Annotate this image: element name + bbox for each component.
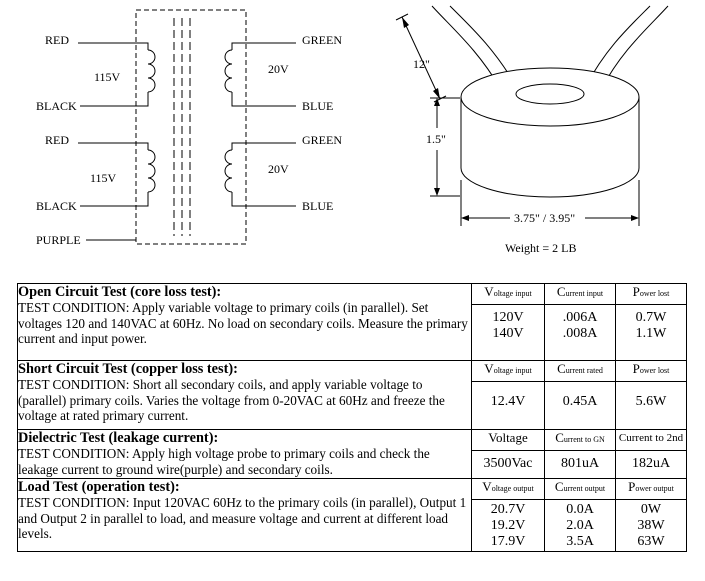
- diameter-label: 3.75" / 3.95": [514, 211, 576, 225]
- short-circuit-condition: TEST CONDITION: Short all secondary coils, and apply variable voltage to (parallel) primary coils. Varies the voltage from 0-20VAC at 60Hz and freeze the voltage at rated primary current.: [18, 377, 445, 423]
- weight-label: Weight = 2 LB: [505, 241, 577, 255]
- dielectric-description: [18, 430, 472, 479]
- value-cell: .006A .008A: [545, 305, 616, 361]
- header-cell: Voltage: [472, 430, 545, 451]
- secondary2-green-label: GREEN: [302, 133, 342, 147]
- height-label: 1.5": [426, 132, 446, 146]
- secondary1-voltage-label: 20V: [268, 62, 289, 76]
- secondary2-blue-label: BLUE: [302, 199, 334, 213]
- primary2-voltage-label: 115V: [90, 171, 117, 185]
- primary1-red-label: RED: [45, 33, 69, 47]
- load-test-description: [18, 479, 472, 552]
- value-cell: 12.4V: [472, 382, 545, 430]
- table-row: [18, 430, 687, 451]
- test-results-table: [17, 283, 687, 552]
- value-cell: 0W 38W 63W: [616, 500, 687, 552]
- value-cell: 5.6W: [616, 382, 687, 430]
- header-cell: Voltage input: [472, 361, 545, 382]
- toroid-drawing: [0, 0, 705, 260]
- primary1-black-label: BLACK: [36, 99, 77, 113]
- short-circuit-description: [18, 361, 472, 430]
- header-cell: Current to 2nd: [616, 430, 687, 451]
- value-cell: 3500Vac: [472, 451, 545, 479]
- primary2-black-label: BLACK: [36, 199, 77, 213]
- dielectric-title: Dielectric Test (leakage current):: [18, 430, 219, 446]
- value-cell: 20.7V 19.2V 17.9V: [472, 500, 545, 552]
- value-cell: 0.7W 1.1W: [616, 305, 687, 361]
- load-test-title: Load Test (operation test):: [18, 479, 180, 495]
- header-cell: Current rated: [545, 361, 616, 382]
- table-row: [18, 361, 687, 382]
- primary2-red-label: RED: [45, 133, 69, 147]
- table-row: [18, 479, 687, 500]
- value-cell: 120V 140V: [472, 305, 545, 361]
- value-cell: 801uA: [545, 451, 616, 479]
- open-circuit-description: [18, 284, 472, 361]
- load-test-condition: TEST CONDITION: Input 120VAC 60Hz to the primary coils (in parallel), Output 1 and Output 2 in parallel to load, and measure voltage and current at different load levels.: [18, 495, 467, 541]
- lead-length-label: 12": [413, 57, 430, 71]
- value-cell: 0.0A 2.0A 3.5A: [545, 500, 616, 552]
- open-circuit-title: Open Circuit Test (core loss test):: [18, 284, 222, 300]
- dielectric-condition: TEST CONDITION: Apply high voltage probe to primary coils and check the leakage current to ground wire(purple) and secondary coils.: [18, 446, 430, 477]
- header-cell: Power output: [616, 479, 687, 500]
- primary1-voltage-label: 115V: [94, 70, 121, 84]
- secondary1-green-label: GREEN: [302, 33, 342, 47]
- short-circuit-title: Short Circuit Test (copper loss test):: [18, 361, 238, 377]
- purple-label: PURPLE: [36, 233, 81, 247]
- header-cell: Current to GN: [545, 430, 616, 451]
- value-cell: 182uA: [616, 451, 687, 479]
- value-cell: 0.45A: [545, 382, 616, 430]
- header-cell: Power lost: [616, 361, 687, 382]
- table-row: [18, 284, 687, 305]
- header-cell: Voltage output: [472, 479, 545, 500]
- header-cell: Power lost: [616, 284, 687, 305]
- header-cell: Voltage input: [472, 284, 545, 305]
- secondary2-voltage-label: 20V: [268, 162, 289, 176]
- header-cell: Current output: [545, 479, 616, 500]
- header-cell: Current input: [545, 284, 616, 305]
- open-circuit-condition: TEST CONDITION: Apply variable voltage to primary coils (in parallel). Set voltages 120 and 140VAC at 60Hz. No load on secondary coils. Measure the primary current and input power.: [18, 300, 468, 346]
- secondary1-blue-label: BLUE: [302, 99, 334, 113]
